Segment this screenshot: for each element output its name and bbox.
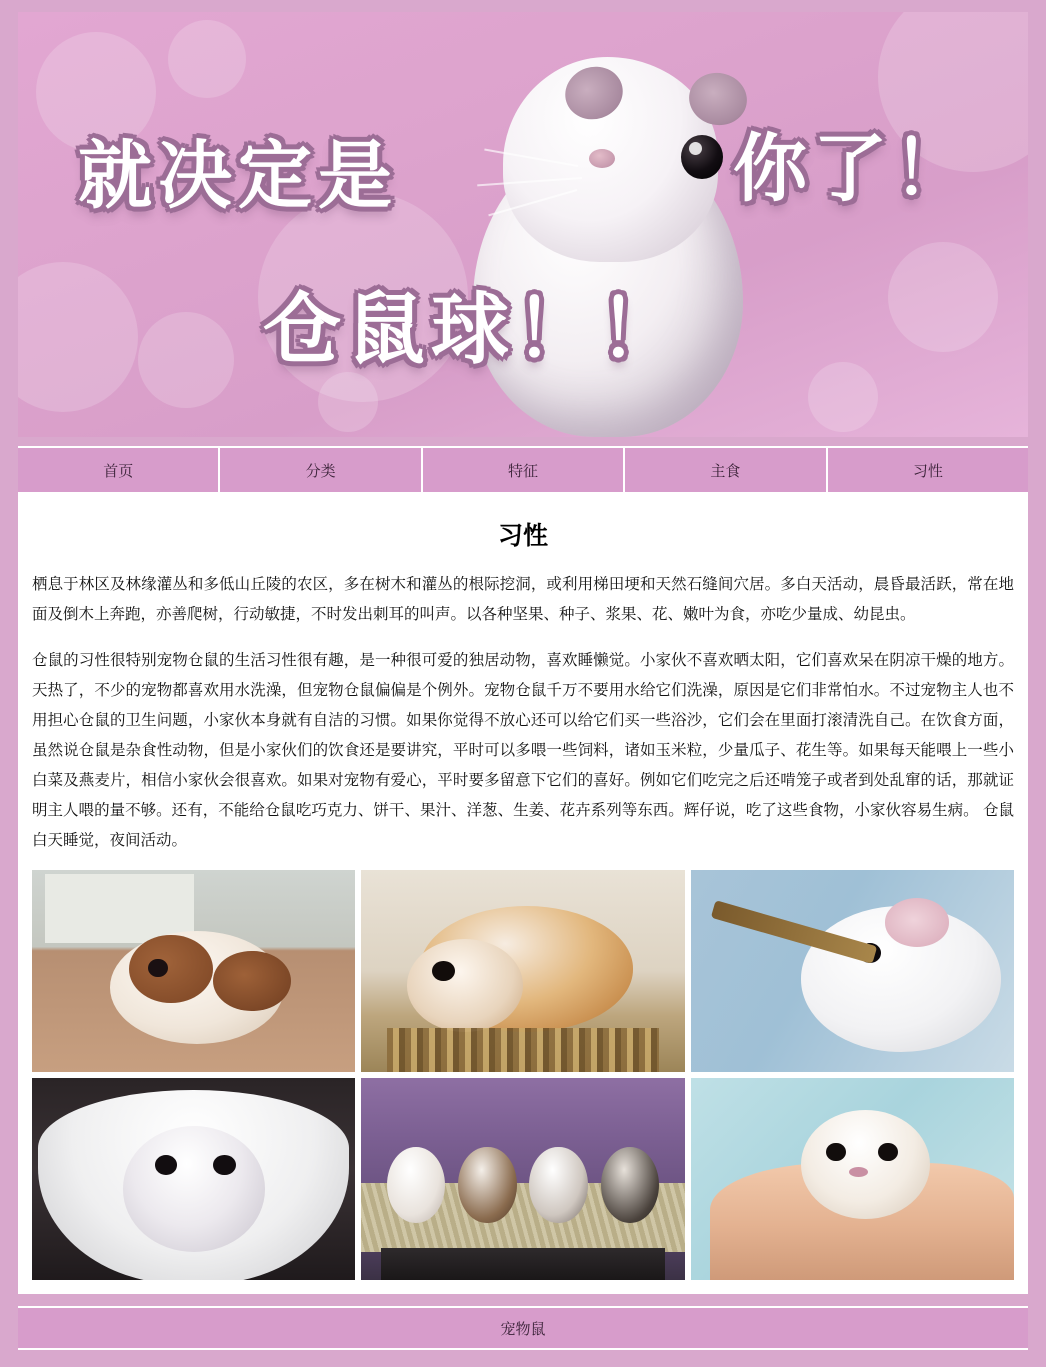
cardboard-box [381,1248,666,1280]
nav-item-home[interactable]: 首页 [18,448,220,492]
photo-gallery [32,870,1014,1280]
animal-eye [213,1155,236,1175]
nav-item-food[interactable]: 主食 [625,448,827,492]
animal-ear [885,898,950,946]
gallery-photo-guinea-pig-group[interactable] [361,1078,684,1280]
animal-body [458,1147,516,1224]
page-title: 习性 [497,522,548,550]
fur-patch [213,951,291,1012]
banner-headline-part2: 你了！ [733,126,973,212]
gallery-photo-hamster-in-cup[interactable] [32,1078,355,1280]
animal-body [123,1126,265,1251]
seed-pile [387,1028,659,1072]
main-navigation [18,446,1028,494]
paragraph-habits: 仓鼠的习性很特别宠物仓鼠的生活习性很有趣，是一种很可爱的独居动物，喜欢睡懒觉。小家伙不喜欢晒太阳，它们喜欢呆在阴凉干燥的地方。天热了，不少的宠物都喜欢用水洗澡，但宠物仓鼠偏偏是个例外。宠物仓鼠千万不要用水给它们洗澡，原因是它们非常怕水。不过宠物主人也不用担心仓鼠的卫生问题，小家伙本身就有自洁的习惯。如果你觉得不放心还可以给它们买一些浴沙，它们会在里面打滚清洗自己。在饮食方面，虽然说仓鼠是杂食性动物，但是小家伙们的饮食还是要讲究，平时可以多喂一些饲料，诸如玉米粒，少量瓜子、花生等。如果每天能喂上一些小白菜及燕麦片，相信小家伙会很喜欢。如果对宠物有爱心，平时要多留意下它们的喜好。例如它们吃完之后还啃笼子或者到处乱窜的话，那就证明主人喂的量不够。还有，不能给仓鼠吃巧克力、饼干、果汁、洋葱、生姜、花卉系列等东西。辉仔说，吃了这些食物，小家伙容易生病。 仓鼠白天睡觉，夜间活动。 [32,652,1014,849]
fur-patch [129,935,213,1004]
hero-banner [18,12,1028,437]
animal-body [601,1147,659,1224]
animal-eye [826,1143,845,1161]
main-content [18,494,1028,1294]
animal-body [801,1110,930,1219]
nav-item-features[interactable]: 特征 [423,448,625,492]
footer-label: 宠物鼠 [500,1320,546,1338]
nav-item-habits[interactable]: 习性 [912,462,943,480]
animal-eye [148,959,167,977]
banner-headline-part1: 就决定是 [78,133,398,219]
animal-body [529,1147,587,1224]
animal-eye [432,961,455,981]
gallery-photo-rat-with-stick[interactable] [691,870,1014,1072]
animal-head [407,939,523,1032]
gallery-photo-guinea-pig[interactable] [32,870,355,1072]
banner-text-group [18,12,1028,437]
gallery-photo-hamster-on-hand[interactable] [691,1078,1014,1280]
paragraph-habitat: 栖息于林区及林缘灌丛和多低山丘陵的农区，多在树木和灌丛的根际挖洞，或利用梯田埂和天然石缝间穴居。多白天活动，晨昏最活跃，常在地面及倒木上奔跑，亦善爬树，行动敏捷，不时发出刺耳的叫声。以各种坚果、种子、浆果、花、嫩叶为食，亦吃少量成、幼昆虫。 [32,576,1014,623]
gallery-photo-hamster-eating[interactable] [361,870,684,1072]
banner-headline-line2: 仓鼠球！！ [263,285,684,375]
page-footer [18,1306,1028,1350]
nav-item-category[interactable]: 分类 [220,448,422,492]
animal-eye [878,1143,897,1161]
